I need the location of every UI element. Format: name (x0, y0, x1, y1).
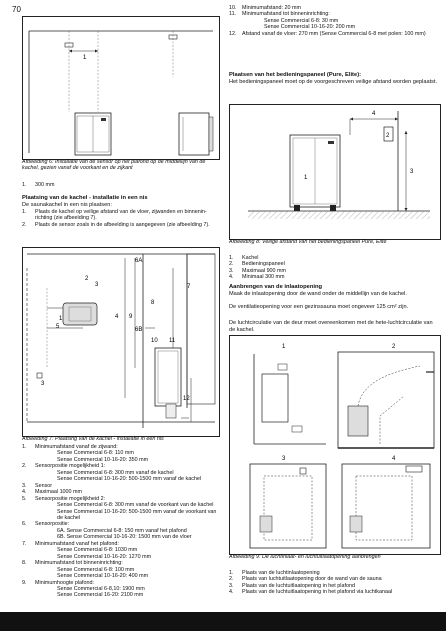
figure-7-list-number: 8. (22, 560, 27, 567)
figure-7-list-number: 6. (22, 521, 27, 528)
figure-8-list-text: Maximaal 900 mm (242, 267, 287, 274)
vent-paragraph-1: Maak de inlaatopening door de wand onder de middellijn van de kachel. (229, 291, 407, 297)
figure-8 (229, 104, 441, 240)
figure-7-label-11: 11 (169, 338, 176, 344)
figure-8-list-number: 3. (229, 267, 234, 274)
figure-7-list-item (22, 560, 222, 579)
figure-7-list-text: Sensorpositie mogelijkheid 2: (35, 495, 106, 502)
figure-7-list-subtext: Sense Commercial 10-16-20: 500-1500 mm vanaf de kachel (57, 476, 202, 483)
figure-7-list-text: Sensor (35, 482, 53, 489)
figure-9-list-number: 1. (229, 570, 234, 576)
figure-9-list (229, 570, 439, 596)
figure-7-list-continued-text: Afstand vanaf de vloer: 270 mm (Sense Commercial 6-8 met polen: 100 mm) (242, 30, 426, 37)
figure-7-list-continued (229, 5, 439, 37)
figure-6 (22, 16, 220, 160)
figure-7-list-text: Minimumhoogte plafond: (35, 579, 95, 586)
figure-8-list-text: Bedieningspaneel (242, 261, 285, 268)
placement-list-item (22, 209, 222, 222)
figure-8-label-2: 2 (386, 133, 390, 139)
figure-7-list-item (22, 444, 222, 463)
figure-9-label-2: 2 (392, 344, 396, 350)
figure-7-list-subtext: Sense Commercial 6-8: 300 mm vanaf de voorkant van de kachel (57, 502, 214, 509)
figure-8-caption: Afbeelding 8: Veilige afstand van het bedieningspaneel Pure, Elite (229, 239, 387, 245)
figure-7-list-subtext: Sense Commercial 10-16-20: 500-1500 mm vanaf de voorkant van de kachel (57, 508, 217, 521)
figure-9-list-number: 4. (229, 589, 234, 596)
figure-6-list-item (22, 182, 222, 188)
figure-9-list-number: 3. (229, 582, 234, 589)
figure-8-label-4: 4 (372, 111, 376, 117)
figure-7-list-text: Minimumafstand vanaf de zijwand: (35, 444, 118, 450)
vent-paragraph-3: De luchtcirculatie van de deur moet overeenkomen met de hete-luchtcirculatie van de kachel. (229, 320, 433, 333)
figure-7-label-1: 1 (59, 316, 63, 322)
figure-7-label-4: 4 (115, 314, 119, 320)
figure-7-list-subtext: Sense Commercial 6-8,10: 1900 mm (57, 585, 145, 592)
figure-7-label-2: 2 (85, 276, 89, 282)
figure-7-label-9: 9 (129, 314, 133, 320)
figure-7-list-continued-text: Minimumafstand: 20 mm (242, 5, 302, 11)
figure-6-drawing (23, 17, 219, 159)
figure-8-list (229, 255, 439, 281)
figure-9-caption: Afbeelding 9: De luchtinlaat- en luchtuitlaatopening aanbrengen (229, 554, 381, 560)
figure-7-list-subtext: Sense Commercial 6-8: 1030 mm (57, 547, 138, 554)
figure-6-list-text: 300 mm (35, 182, 55, 188)
figure-7-list-continued-number: 12. (229, 30, 237, 37)
figure-7-label-5: 5 (56, 324, 60, 330)
placement-list-number: 2. (22, 221, 27, 228)
figure-9-list-text: Plaats van de luchtinlaatopening (242, 570, 320, 576)
figure-7-list-continued-number: 11. (229, 11, 237, 18)
figure-7-drawing (23, 248, 219, 436)
page-footer-bar (0, 612, 446, 631)
figure-7-label-7: 7 (187, 284, 191, 290)
figure-7-list-continued-item (229, 11, 439, 30)
figure-7-list-subtext: 6A. Sense Commercial 6-8: 150 mm vanaf het plafond (57, 527, 187, 534)
figure-7-list-subtext: Sense Commercial 6-8: 300 mm vanaf de kachel (57, 469, 174, 476)
figure-8-list-number: 4. (229, 274, 234, 281)
figure-7-list-number: 4. (22, 489, 27, 496)
vent-heading: Aanbrengen van de inlaatopening (229, 284, 323, 290)
figure-7-list-item (22, 463, 222, 482)
figure-7-list-subtext: 6B. Sense Commercial 10-16-20: 1500 mm van de vloer (57, 534, 192, 541)
figure-9-label-4: 4 (392, 456, 396, 462)
figure-6-list (22, 182, 222, 188)
figure-7-list-item (22, 496, 222, 522)
figure-7-caption: Afbeelding 7: Plaatsing van de kachel - installatie in een nis (22, 436, 164, 442)
figure-7-list-subtext: Sense Commercial 16-20: 2100 mm (57, 592, 144, 599)
figure-7-label-6b: 6B (135, 327, 143, 333)
figure-8-label-3: 3 (410, 169, 414, 175)
figure-7-list-subtext: Sense Commercial 6-8: 100 mm (57, 566, 135, 573)
figure-7-label-3: 3 (41, 381, 45, 387)
figure-9-label-3: 3 (282, 456, 286, 462)
figure-8-list-item (229, 274, 439, 280)
figure-7-list-text: Sensorpositie: (35, 521, 70, 528)
figure-7-list-text: Sensorpositie mogelijkheid 1: (35, 463, 106, 470)
figure-9-list-item (229, 589, 439, 595)
figure-7-list-subtext: Sense Commercial 6-8: 110 mm (57, 450, 134, 457)
vent-paragraph-2: De ventilatieopening voor een gezinssauna moet ongeveer 125 cm² zijn. (229, 304, 409, 310)
figure-7-list (22, 444, 222, 599)
figure-7-list-continued-subtext: Sense Commercial 6-8: 30 mm (264, 17, 339, 24)
figure-7-label-10: 10 (151, 338, 158, 344)
figure-7 (22, 247, 220, 437)
figure-7-label-3a: 3 (95, 282, 99, 288)
figure-9-list-text: Plaats van de luchtuitlaatopening in het plafond via luchtkanaal (242, 589, 393, 596)
figure-7-list-continued-text: Minimumafstand tot binneninrichting: (242, 11, 330, 18)
figure-8-list-text: Minimaal 300 mm (242, 274, 285, 281)
figure-7-label-8: 8 (151, 300, 155, 306)
figure-7-list-item (22, 541, 222, 560)
figure-7-list-item (22, 580, 222, 599)
figure-7-list-item (22, 521, 222, 540)
figure-7-label-6a: 6A (135, 258, 143, 264)
placement-intro: De saunakachel in een nis plaatsen: (22, 202, 112, 208)
figure-9-drawing (230, 336, 440, 554)
figure-9 (229, 335, 441, 555)
figure-9-list-text: Plaats van de luchtuitlaatopening in het plafond (242, 582, 355, 589)
placement-list (22, 209, 222, 228)
figure-8-list-number: 2. (229, 261, 234, 268)
figure-7-list-text: Maximaal 1000 mm (35, 489, 83, 496)
figure-9-list-number: 2. (229, 576, 234, 583)
figure-7-list-number: 7. (22, 540, 27, 547)
panel-body: Het bedieningspaneel moet op de voorgeschreven veilige afstand worden geplaatst. (229, 79, 438, 85)
figure-8-list-text: Kachel (242, 255, 259, 261)
figure-7-list-number: 5. (22, 495, 27, 502)
figure-7-list-number: 9. (22, 579, 27, 586)
figure-6-caption: Afbeelding 6: Installatie van de sensor op het plafond op de middellijn van de kachel, gezien vanaf de voorkant en de zijkant (22, 159, 206, 172)
figure-7-list-continued-subtext: Sense Commercial 10-16-20: 200 mm (264, 24, 356, 31)
figure-7-list-subtext: Sense Commercial 10-16-20: 350 mm (57, 456, 149, 463)
figure-7-list-text: Minimumafstand vanaf het plafond: (35, 540, 119, 547)
placement-list-number: 1. (22, 209, 27, 215)
placement-list-item (22, 222, 222, 228)
figure-7-list-text: Minimumafstand tot binneninrichting: (35, 560, 123, 567)
placement-list-text: Plaats de kachel op veilige afstand van de vloer, zijwanden en binneninrichting (zie afbeelding 7). (35, 209, 207, 222)
figure-7-list-number: 1. (22, 444, 27, 450)
figure-8-drawing (230, 105, 440, 239)
page-number: 70 (12, 5, 21, 14)
figure-8-list-number: 1. (229, 255, 234, 261)
figure-7-list-continued-item (229, 31, 439, 37)
figure-7-list-number: 3. (22, 482, 27, 489)
placement-heading: Plaatsing van de kachel - installatie in een nis (22, 195, 148, 201)
figure-7-list-continued-number: 10. (229, 5, 237, 11)
placement-list-text: Plaats de sensor zoals in de afbeelding is aangegeven (zie afbeelding 7). (35, 221, 210, 228)
figure-6-label-1: 1 (83, 55, 87, 61)
figure-9-label-1: 1 (282, 344, 286, 350)
figure-8-label-1: 1 (304, 175, 308, 181)
figure-7-list-number: 2. (22, 463, 27, 470)
figure-7-list-subtext: Sense Commercial 10-16-20: 1270 mm (57, 553, 152, 560)
panel-heading: Plaatsen van het bedieningspaneel (Pure, Elite): (229, 72, 362, 78)
figure-6-list-number: 1. (22, 182, 27, 188)
figure-9-list-text: Plaats van luchtuitlaatopening door de wand van de sauna (242, 576, 382, 583)
figure-7-label-12: 12 (183, 396, 190, 402)
figure-7-list-subtext: Sense Commercial 10-16-20: 400 mm (57, 573, 149, 580)
